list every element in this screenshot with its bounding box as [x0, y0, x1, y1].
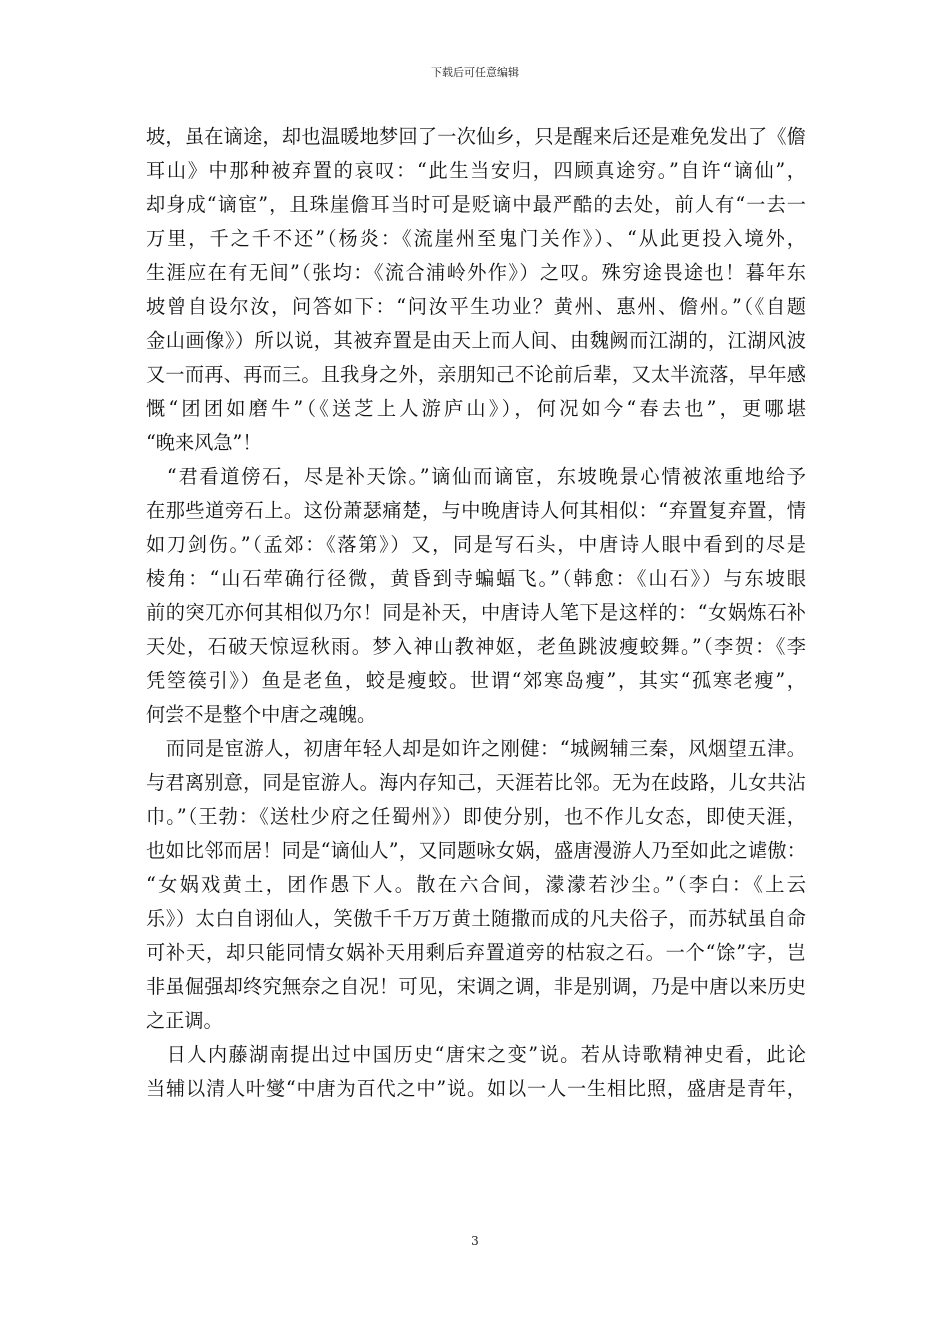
text-line: “女娲戏黄土，团作愚下人。散在六合间，濛濛若沙尘。”（李白：《上云	[146, 873, 806, 896]
text-line: 棱角：“山石荦确行径微，黄昏到寺蝙蝠飞。”（韩愈：《山石》）与东坡眼	[146, 567, 806, 590]
text-line: “君看道傍石，尽是补天馀。”谪仙而谪宦，东坡晚景心情被浓重地给予	[146, 465, 806, 488]
text-line: 乐》）太白自诩仙人，笑傲千千万万黄土随撒而成的凡夫俗子，而苏轼虽自命	[146, 907, 806, 930]
paragraph	[146, 1038, 806, 1106]
text-line: 日人内藤湖南提出过中国历史“唐宋之变”说。若从诗歌精神史看，此论	[146, 1043, 806, 1066]
page-header: 下载后可任意编辑	[431, 66, 519, 79]
text-line: 巾。”（王勃：《送杜少府之任蜀州》）即使分别，也不作儿女态，即使天涯，	[146, 805, 806, 828]
paragraph	[146, 732, 806, 1038]
text-line: 在那些道旁石上。这份萧瑟痛楚，与中晚唐诗人何其相似：“弃置复弃置，情	[146, 499, 806, 522]
paragraph	[146, 460, 806, 732]
text-line: 耳山》中那种被弃置的哀叹：“此生当安归，四顾真途穷。”自许“谪仙”，	[146, 159, 806, 182]
text-line: 非虽倔强却终究無奈之自况！可见，宋调之调，非是别调，乃是中唐以来历史	[146, 975, 806, 998]
text-line: 却身成“谪宦”，且珠崖儋耳当时可是贬谪中最严酷的去处，前人有“一去一	[146, 193, 806, 216]
text-line: 当辅以清人叶燮“中唐为百代之中”说。如以一人一生相比照，盛唐是青年，	[146, 1077, 806, 1100]
body-text	[146, 120, 806, 1106]
text-line: 可补天，却只能同情女娲补天用剩后弃置道旁的枯寂之石。一个“馀”字，岂	[146, 941, 806, 964]
text-line: “晚来风急”！	[146, 431, 262, 454]
paragraph	[146, 120, 806, 460]
text-line: 坡曾自设尔汝，问答如下：“问汝平生功业？黄州、惠州、儋州。”（《自题	[146, 295, 806, 318]
text-line: 又一而再、再而三。且我身之外，亲朋知己不论前后辈，又太半流落，早年感	[146, 363, 806, 386]
text-line: 如刀剑伤。”（孟郊：《落第》）又，同是写石头，中唐诗人眼中看到的尽是	[146, 533, 806, 556]
text-line: 与君离别意，同是宦游人。海内存知己，天涯若比邻。无为在歧路，儿女共沾	[146, 771, 806, 794]
text-line: 前的突兀亦何其相似乃尔！同是补天，中唐诗人笔下是这样的：“女娲炼石补	[146, 601, 806, 624]
text-line: 之正调。	[146, 1009, 223, 1032]
text-line: 坡，虽在谪途，却也温暖地梦回了一次仙乡，只是醒来后还是难免发出了《儋	[146, 125, 806, 148]
text-line: 也如比邻而居！同是“谪仙人”，又同题咏女娲，盛唐漫游人乃至如此之谑傲：	[146, 839, 806, 862]
text-line: 天处，石破天惊逗秋雨。梦入神山教神妪，老鱼跳波瘦蛟舞。”（李贺：《李	[146, 635, 806, 658]
text-line: 何尝不是整个中唐之魂魄。	[146, 703, 377, 726]
text-line: 凭箜篌引》）鱼是老鱼，蛟是瘦蛟。世谓“郊寒岛瘦”，其实“孤寒老瘦”，	[146, 669, 806, 692]
text-line: 而同是宦游人，初唐年轻人却是如许之刚健：“城阙辅三秦，风烟望五津。	[146, 737, 806, 760]
page-number: 3	[471, 1234, 479, 1248]
text-line: 慨“团团如磨牛”（《送芝上人游庐山》），何况如今“春去也”，更哪堪	[146, 397, 806, 420]
text-line: 金山画像》）所以说，其被弃置是由天上而人间、由魏阙而江湖的，江湖风波	[146, 329, 806, 352]
text-line: 万里，千之千不还”（杨炎：《流崖州至鬼门关作》）、“从此更投入境外，	[146, 227, 806, 250]
text-line: 生涯应在有无间”（张均：《流合浦岭外作》）之叹。殊穷途畏途也！暮年东	[146, 261, 806, 284]
